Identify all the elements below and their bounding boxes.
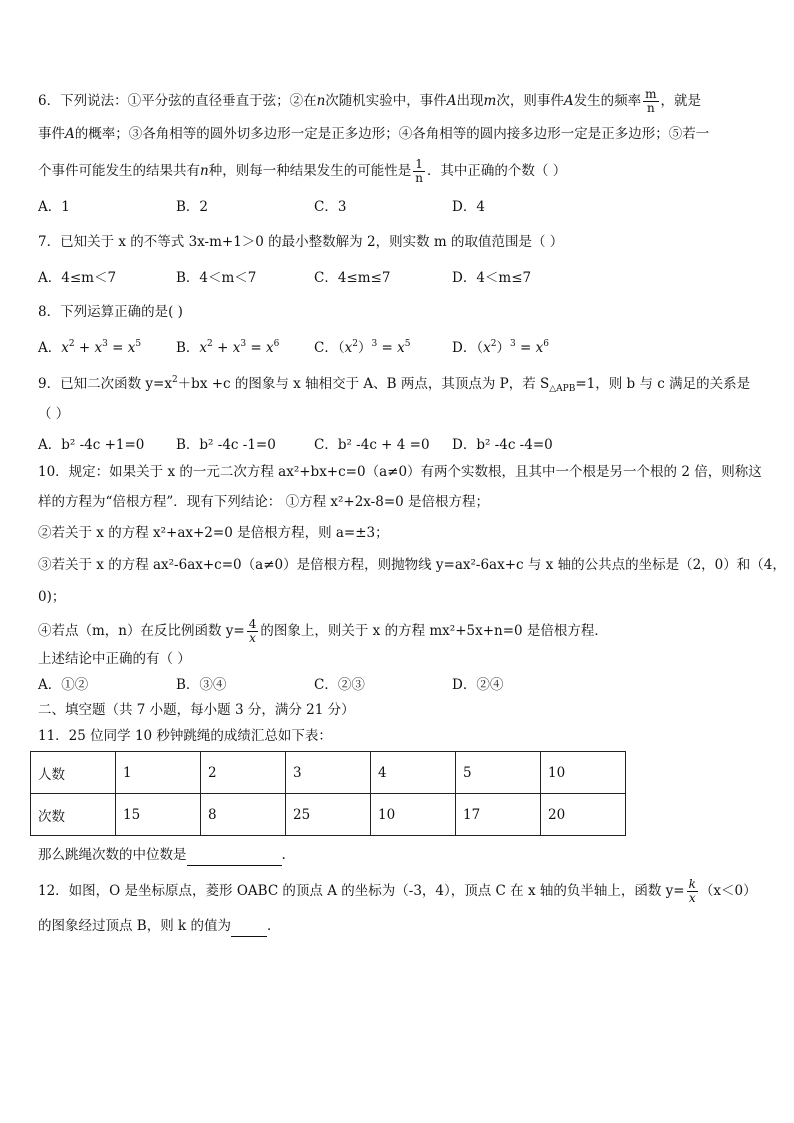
q7-option-d[interactable]: D．4＜m≤7 [452, 270, 532, 286]
table-cell: 3 [286, 752, 371, 794]
q10-option-c[interactable]: C．②③ [314, 677, 365, 693]
q9-options [38, 435, 598, 455]
q10-line5: 0)； [38, 589, 66, 605]
table-cell: 4 [371, 752, 456, 794]
q10-line2: 样的方程为“倍根方程”．现有下列结论： ①方程 x²+2x-8=0 是倍根方程； [38, 494, 490, 510]
table-cell: 8 [201, 794, 286, 836]
q8-option-d[interactable]: D．$(x^2)^3 = x^6$ [452, 339, 549, 356]
frequency-fraction: $\frac{m}{n}$ [645, 87, 657, 115]
q10-option-b[interactable]: B．③④ [176, 677, 227, 693]
q6-line3: 个事件可能发生的结果共有n种，则每一种结果发生的可能性是 $\frac{1}{n}$ ．其中正确的个数（ ） [38, 157, 567, 185]
table-cell: 17 [456, 794, 541, 836]
table-cell: 10 [541, 752, 626, 794]
q10-line7: 上述结论中正确的有（ ） [38, 651, 191, 667]
table-cell: 20 [541, 794, 626, 836]
q12-line2: 的图象经过顶点 B，则 k 的值为 ． [38, 916, 280, 937]
probability-fraction: $\frac{1}{n}$ [415, 157, 423, 185]
inverse-function-fraction: $\frac{4}{x}$ [248, 617, 257, 645]
q11-stem: 11．25 位同学 10 秒钟跳绳的成绩汇总如下表： [38, 728, 332, 744]
q6-option-d[interactable]: D．4 [452, 199, 485, 215]
table-row [31, 794, 626, 836]
q7-option-a[interactable]: A．4≤m＜7 [38, 270, 117, 286]
q10-option-a[interactable]: A．①② [38, 677, 89, 693]
q7-option-b[interactable]: B．4＜m＜7 [176, 270, 257, 286]
q9-option-a[interactable]: A．b² -4c +1=0 [38, 437, 145, 453]
q9-stem: 9．已知二次函数 $y=x^2+bx +c$ 的图象与 x 轴相交于 A、B 两点，其顶点为 P，若 $S_{\triangle APB}=1$，则 b 与 c 满足的关系是 [38, 375, 751, 394]
function-fraction: $\frac{k}{x}$ [688, 877, 696, 905]
q9-option-d[interactable]: D．b² -4c -4=0 [452, 437, 553, 453]
table-row [31, 752, 626, 794]
scores-table [30, 751, 626, 836]
table-cell: 次数 [31, 794, 116, 836]
table-cell: 2 [201, 752, 286, 794]
section-heading: 二、填空题（共 7 小题，每小题 3 分，满分 21 分） [38, 702, 355, 718]
q6-option-c[interactable]: C．3 [314, 199, 347, 215]
q6-option-b[interactable]: B．2 [176, 199, 209, 215]
q6-line2: 事件A的概率；③各角相等的圆外切多边形一定是正多边形；④各角相等的圆内接多边形一定是正多边形；⑤若一 [38, 126, 710, 142]
table-cell: 10 [371, 794, 456, 836]
q8-stem: 8．下列运算正确的是( ) [38, 304, 183, 320]
q8-option-b[interactable]: B．$x^2 + x^3 = x^6$ [176, 339, 280, 356]
q8-option-c[interactable]: C．$(x^2)^3 = x^5$ [314, 339, 411, 356]
table-cell: 1 [116, 752, 201, 794]
q10-line1: 10．规定：如果关于 x 的一元二次方程 ax²+bx+c=0（a≠0）有两个实数根，且其中一个根是另一个根的 2 倍，则称这 [38, 464, 762, 480]
q10-line6: ④若点（m，n）在反比例函数 y= $\frac{4}{x}$ 的图象上，则关于 x 的方程 mx²+5x+n=0 是倍根方程． [38, 617, 608, 645]
q12-line1: 12．如图，O 是坐标原点，菱形 OABC 的顶点 A 的坐标为（-3，4），顶点 C 在 x 轴的负半轴上，函数 y= $\frac{k}{x}$ （x＜0） [38, 877, 757, 905]
q6-options [38, 197, 598, 217]
answer-blank[interactable] [231, 916, 267, 937]
q10-line4: ③若关于 x 的方程 ax²-6ax+c=0（a≠0）是倍根方程，则抛物线 y=ax²-6ax+c 与 x 轴的公共点的坐标是（2，0）和（4， [38, 557, 786, 573]
q10-option-d[interactable]: D．②④ [452, 677, 504, 693]
table-cell: 25 [286, 794, 371, 836]
q6-line1: 6．下列说法：①平分弦的直径垂直于弦；②在n次随机实验中，事件A出现m次，则事件A发生的频率 $\frac{m}{n}$ ，就是 [38, 87, 701, 115]
q10-options [38, 675, 598, 695]
q7-options [38, 268, 598, 288]
q8-options [38, 338, 598, 358]
q7-option-c[interactable]: C．4≤m≤7 [314, 270, 391, 286]
q9-option-c[interactable]: C．b² -4c + 4 =0 [314, 437, 430, 453]
q9-option-b[interactable]: B．b² -4c -1=0 [176, 437, 276, 453]
q6-option-a[interactable]: A．1 [38, 199, 70, 215]
q10-line3: ②若关于 x 的方程 x²+ax+2=0 是倍根方程，则 a=±3； [38, 525, 389, 541]
q8-option-a[interactable]: A．$x^2 + x^3 = x^5$ [38, 339, 142, 356]
table-cell: 15 [116, 794, 201, 836]
table-cell: 人数 [31, 752, 116, 794]
q7-stem: 7．已知关于 x 的不等式 3x-m+1＞0 的最小整数解为 2，则实数 m 的取值范围是（ ） [38, 234, 564, 250]
answer-blank[interactable] [187, 845, 282, 866]
table-cell: 5 [456, 752, 541, 794]
q11-answer-line: 那么跳绳次数的中位数是 . [38, 845, 286, 866]
q9-stem-line2: （ ） [38, 406, 70, 422]
